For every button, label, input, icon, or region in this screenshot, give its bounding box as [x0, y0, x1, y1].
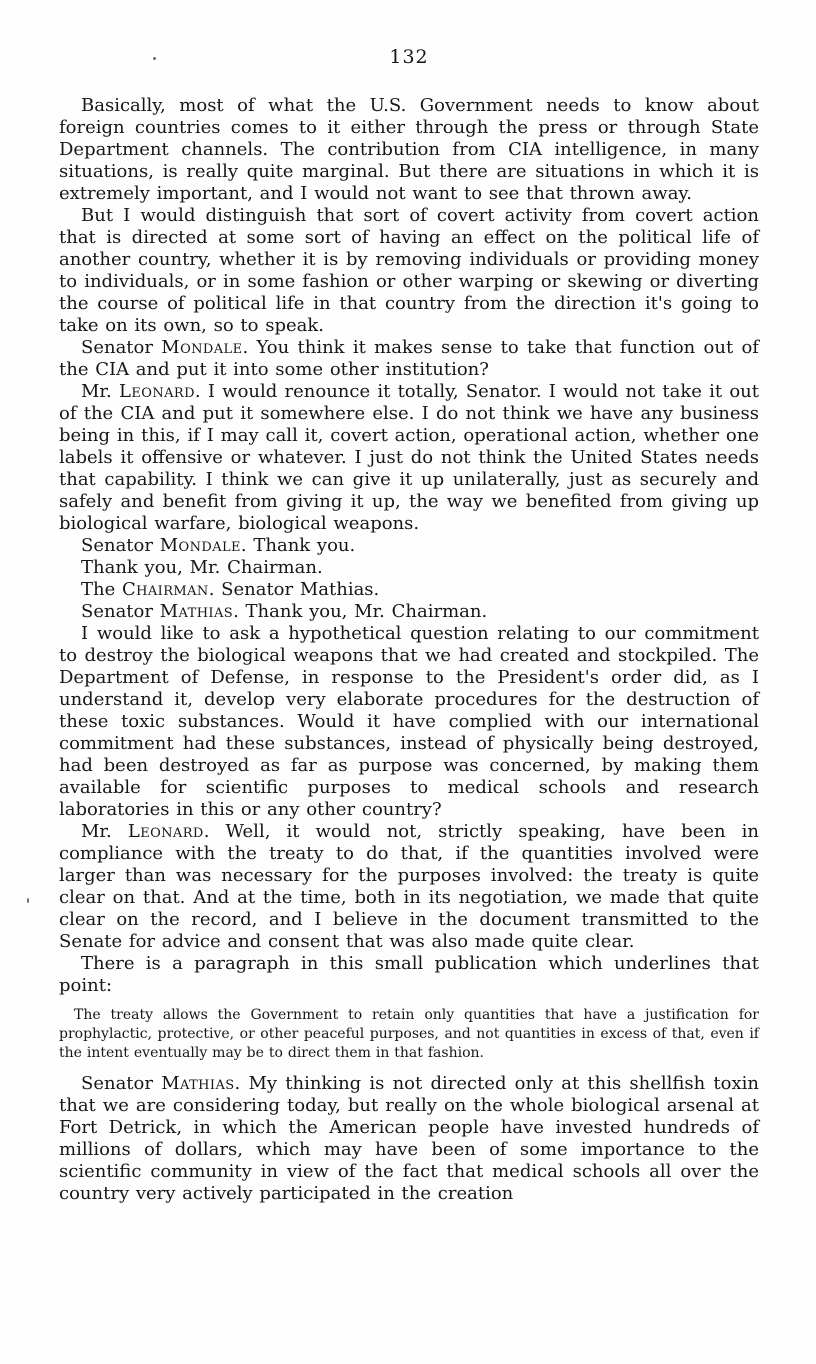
paragraph: [59, 601, 759, 623]
scan-speck: [27, 898, 29, 903]
paragraph-text: . Well, it would not, strictly speaking, have been in compliance with the treaty to do that, if the quantities involved were larger than was necessary for the purposes involved: the treaty is quite clear on that. And at the time, both in its negotiation, we made that quite clear on the record, and I believe in the document transmitted to the Senate for advice and consent that was also made quite clear.: [59, 821, 759, 952]
speaker-prefix: Senator: [81, 601, 160, 622]
speaker-prefix: Senator: [81, 1073, 162, 1094]
paragraph-text: . Senator Mathias.: [208, 579, 380, 600]
paragraph-text: Basically, most of what the U.S. Government needs to know about foreign countries comes to it either through the press or through State Department channels. The contribution from CIA intelligence, in many situations, is really quite marginal. But there are situations in which it is extremely important, and I would not want to see that thrown away.: [59, 95, 759, 204]
paragraph: [59, 821, 759, 953]
speaker-name: Chairman: [121, 579, 209, 600]
speaker-name: Leonard: [127, 821, 204, 842]
speaker-prefix: The: [81, 579, 122, 600]
paragraph-text: Thank you, Mr. Chairman.: [81, 557, 323, 578]
paragraph: [59, 95, 759, 205]
paragraph: [59, 1073, 759, 1205]
speaker-name: Mathias: [161, 1073, 235, 1094]
paragraph: [59, 953, 759, 997]
paragraph-text: . Thank you, Mr. Chairman.: [233, 601, 488, 622]
paragraph-text: But I would distinguish that sort of covert activity from covert action that is directed at some sort of having an effect on the political life of another country, whether it is by removing individuals or providing money to individuals, or in some fashion or other warping or skewing or diverting the course of political life in that country from the direction it's going to take on its own, so to speak.: [59, 205, 759, 336]
paragraph: [59, 535, 759, 557]
paragraph: [59, 337, 759, 381]
paragraph-text: . My thinking is not directed only at this shellfish toxin that we are considering today, but really on the whole biological arsenal at Fort Detrick, in which the American people have invested hundreds of millions of dollars, which may have been of some importance to the scientific community in view of the fact that medical schools all over the country very actively participated in the creation: [59, 1073, 759, 1204]
speaker-prefix: Mr.: [81, 821, 128, 842]
paragraph-text: . You think it makes sense to take that function out of the CIA and put it into some other institution?: [59, 337, 759, 380]
speaker-name: Mathias: [159, 601, 234, 622]
paragraph-text: I would like to ask a hypothetical question relating to our commitment to destroy the biological weapons that we had created and stockpiled. The Department of Defense, in response to the President's order did, as I understand it, develop very elaborate procedures for the destruction of these toxic substances. Would it have complied with our international commitment had these substances, instead of physically being destroyed, had been destroyed as far as purpose was concerned, by making them available for scientific purposes to medical schools and research laboratories in this or any other country?: [59, 623, 759, 820]
speaker-name: Mondale: [161, 337, 243, 358]
paragraph-text: . Thank you.: [240, 535, 356, 556]
speaker-name: Leonard: [119, 381, 195, 402]
document-body: [59, 95, 759, 1205]
paragraph-text: The treaty allows the Government to retain only quantities that have a justification for prophylactic, protective, or other peaceful purposes, and not quantities in excess of that, even if the intent eventually may be to direct them in that fashion.: [59, 1007, 759, 1061]
paragraph: [59, 623, 759, 821]
page-number: 132: [389, 46, 429, 68]
speaker-prefix: Senator: [81, 337, 162, 358]
paragraph: [59, 381, 759, 535]
paragraph-text: . I would renounce it totally, Senator. I would not take it out of the CIA and put it somewhere else. I do not think we have any business being in this, if I may call it, covert action, operational action, whether one labels it offensive or whatever. I just do not think the United States needs that capability. I think we can give it up unilaterally, just as securely and safely and benefit from giving it up, the way we benefited from giving up biological warfare, biological weapons.: [59, 381, 759, 534]
paragraph: [59, 205, 759, 337]
paragraph: [59, 579, 759, 601]
paragraph: [59, 557, 759, 579]
speaker-prefix: Senator: [81, 535, 160, 556]
scan-speck: [153, 57, 156, 60]
paragraph-text: There is a paragraph in this small publication which underlines that point:: [59, 953, 759, 996]
block-quote: [59, 1006, 759, 1063]
speaker-name: Mondale: [159, 535, 241, 556]
speaker-prefix: Mr.: [81, 381, 120, 402]
